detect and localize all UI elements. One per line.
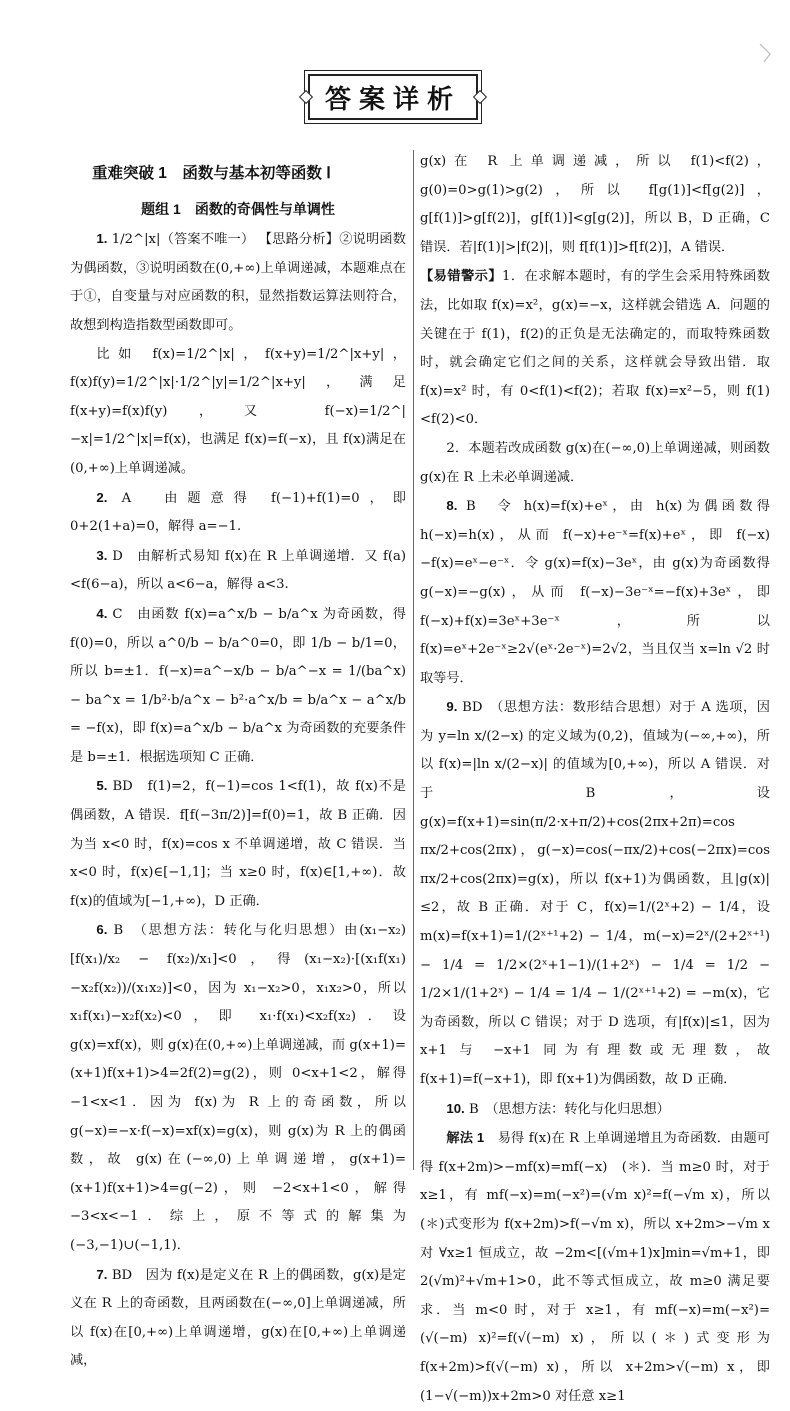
- item-number: 4.: [96, 605, 108, 621]
- item-number: 7.: [96, 1266, 108, 1282]
- item-text: 2．本题若改成函数 g(x)在(−∞,0)上单调递减，则函数 g(x)在 R 上未必单调递减．: [420, 440, 770, 485]
- item-tag: 解法 1: [446, 1130, 485, 1146]
- item-number: 1.: [96, 231, 108, 247]
- item-text: 1．在求解本题时，有的学生会采用特殊函数法，比如取 f(x)=x²，g(x)=−x，这样就会错选 A．问题的关键在于 f(1)，f(2)的正负是无法确定的，而取特殊函数时，就会确定它们之间的关系，这样就会导致出错．取 f(x)=x² 时，有 0<f(1)<f(2)；若取 f(x)=x²−5，则 f(1)<f(2)<0．: [420, 269, 771, 428]
- page-title: 答案详析: [324, 83, 461, 114]
- group-heading: 题组 1 函数的奇偶性与单调性: [141, 200, 335, 217]
- item-number: 9.: [446, 699, 458, 715]
- item-number: 3.: [96, 547, 108, 563]
- item-text: 易得 f(x)在 R 上单调递增且为奇函数．由题可得 f(x+2m)>−mf(x)=mf(−x) (＊)．当 m≥0 时，对于 x≥1，有 mf(−x)=m(−x²)=(√m x)²=f(−√m x)，所以(＊)式变形为 f(x+2m)>f(−√m x)，所以 x+2m>−√m x 对 ∀x≥1 恒成立，故 −2m<[(√m+1)x]min=√m+1，即 2(√m)²+√m+1>0，此不等式恒成立，故 m≥0 满足要求．当 m<0 时，对于 x≥1，有 mf(−x)=m(−x²)=(√(−m) x)²=f(√(−m) x)，所以(＊)式变形为 f(x+2m)>f(√(−m) x)，所以 x+2m>√(−m) x，即(1−√(−m))x+2m>0 对任意 x≥1: [420, 1131, 770, 1404]
- solution-paragraph: [70, 542, 406, 600]
- item-text: 1/2^|x|（答案不唯一） 【思路分析】②说明函数为偶函数，③说明函数在(0,+∞)上单调递减，本题难点在于①，自变量与对应函数的积，显然指数运算法则符合，故想到构造指数型函数即可。: [70, 232, 406, 333]
- solution-paragraph: [420, 693, 770, 1094]
- item-text: D 由解析式易知 f(x)在 R 上单调递增．又 f(a)<f(6−a)，所以 a<6−a，解得 a<3.: [70, 548, 406, 593]
- title-banner: [308, 74, 478, 120]
- item-text: BD f(1)=2，f(−1)=cos 1<f(1)，故 f(x)不是偶函数，A 错误．f[f(−3π/2)]=f(0)=1，故 B 正确．因为当 x<0 时，f(x)=cos x 不单调递增，故 C 错误．当 x<0 时，f(x)∈[−1,1]；当 x≥0 时，f(x)∈[1,+∞)．故 f(x)的值域为[−1,+∞)，D 正确．: [70, 779, 406, 909]
- solution-paragraph: [70, 772, 406, 916]
- column-divider: [413, 150, 414, 1170]
- solution-paragraph: [70, 341, 406, 484]
- solution-paragraph: [420, 1095, 770, 1125]
- page-corner-mark-icon: [758, 42, 772, 64]
- left-column: [70, 160, 406, 1376]
- solution-paragraph: [420, 492, 770, 693]
- item-number: 5.: [96, 778, 108, 794]
- section-heading: 重难突破 1 函数与基本初等函数 Ⅰ: [92, 165, 331, 182]
- item-text: BD 因为 f(x)是定义在 R 上的偶函数，g(x)是定义在 R 上的奇函数，且两函数在(−∞,0]上单调递减，所以 f(x)在[0,+∞)上单调递增，g(x)在[0,+∞)上单调递减，: [70, 1267, 406, 1369]
- item-text: 比如 f(x)=1/2^|x|，f(x+y)=1/2^|x+y|，f(x)f(y)=1/2^|x|·1/2^|y|=1/2^|x+y|，满足 f(x+y)=f(x)f(y)，又 f(−x)=1/2^|−x|=1/2^|x|=f(x)，也满足 f(x)=f(−x)，且 f(x)满足在(0,+∞)上单调递减。: [70, 346, 406, 476]
- item-number: 2.: [96, 489, 108, 505]
- item-number: 8.: [446, 498, 458, 514]
- solution-paragraph: [70, 600, 406, 773]
- solution-paragraph: [420, 262, 770, 435]
- item-tag: 【易错警示】: [420, 268, 502, 284]
- right-column: [420, 148, 770, 1411]
- item-text: A 由题意得 f(−1)+f(1)=0，即 0+2(1+a)=0，解得 a=−1.: [70, 490, 406, 535]
- item-text: C 由函数 f(x)=a^x/b − b/a^x 为奇函数，得 f(0)=0，所以 a^0/b − b/a^0=0，即 1/b − b/1=0，所以 b=±1．f(−x)=a^−x/b − b/a^−x = 1/(ba^x) − ba^x = 1/b²·b/a^x − b²·a^x/b = b/a^x − a^x/b = −f(x)，即 f(x)=a^x/b − b/a^x 为奇函数的充要条件是 b=±1．根据选项知 C 正确．: [70, 606, 406, 765]
- item-number: 10.: [446, 1100, 465, 1116]
- solution-paragraph: [70, 484, 406, 542]
- item-text: B 令 h(x)=f(x)+eˣ，由 h(x)为偶函数得 h(−x)=h(x)，从而 f(−x)+e⁻ˣ=f(x)+eˣ，即 f(−x)−f(x)=eˣ−e⁻ˣ．令 g(x)=f(x)−3eˣ，由 g(x)为奇函数得 g(−x)=−g(x)，从而 f(−x)−3e⁻ˣ=−f(x)+3eˣ，即 f(−x)+f(x)=3eˣ+3e⁻ˣ，所以 f(x)=eˣ+2e⁻ˣ≥2√(eˣ·2e⁻ˣ)=2√2，当且仅当 x=ln √2 时取等号．: [420, 499, 770, 686]
- item-text: B （思想方法：转化与化归思想）由(x₁−x₂)[f(x₁)/x₂ − f(x₂)/x₁]<0，得(x₁−x₂)·[(x₁f(x₁)−x₂f(x₂))/(x₁x₂)]<0，因为 x₁−x₂>0，x₁x₂>0，所以 x₁f(x₁)−x₂f(x₂)<0，即 x₁·f(x₁)<x₂f(x₂)．设 g(x)=xf(x)，则 g(x)在(0,+∞)上单调递减，而 g(x+1)=(x+1)f(x+1)>4=2f(2)=g(2)，则 0<x+1<2，解得 −1<x<1．因为 f(x)为 R 上的奇函数，所以 g(−x)=−x·f(−x)=xf(x)=g(x)，则 g(x)为 R 上的偶函数，故 g(x)在(−∞,0)上单调递增，g(x+1)=(x+1)f(x+1)>4=g(−2)，则 −2<x+1<0，解得 −3<x<−1．综上，原不等式的解集为(−3,−1)∪(−1,1)．: [70, 923, 406, 1253]
- solution-paragraph: [420, 148, 770, 262]
- item-number: 6.: [96, 922, 108, 938]
- solution-paragraph: [70, 916, 406, 1260]
- solution-paragraph: [420, 1124, 770, 1411]
- solution-paragraph: [70, 225, 406, 340]
- item-text: BD （思想方法：数形结合思想）对于 A 选项，因为 y=ln x/(2−x) 的定义域为(0,2)，值域为(−∞,+∞)，所以 f(x)=|ln x/(2−x)| 的值域为[0,+∞)，所以 A 错误．对于 B，设 g(x)=f(x+1)=sin(π/2·x+π/2)+cos(2πx+2π)=cos πx/2+cos(2πx)，g(−x)=cos(−πx/2)+cos(−2πx)=cos πx/2+cos(2πx)=g(x)，所以 f(x+1)为偶函数，且|g(x)|≤2，故 B 正确．对于 C，f(x)=1/(2ˣ+2) − 1/4，设 m(x)=f(x+1)=1/(2ˣ⁺¹+2) − 1/4，m(−x)=2ˣ/(2+2ˣ⁺¹) − 1/4 = 1/2×(2ˣ+1−1)/(1+2ˣ) − 1/4 = 1/2 − 1/2×1/(1+2ˣ) − 1/4 = 1/4 − 1/(2ˣ⁺¹+2) = −m(x)，它为奇函数，所以 C 错误；对于 D 选项，有|f(x)|≤1，因为 x+1 与 −x+1 同为有理数或无理数，故 f(x+1)=f(−x+1)，即 f(x+1)为偶函数，故 D 正确．: [420, 700, 770, 1087]
- item-text: g(x)在 R 上单调递减，所以 f(1)<f(2)，g(0)=0>g(1)>g(2)，所以 f[g(1)]<f[g(2)]，g[f(1)]>g[f(2)]，g[f(1)]<g[g(2)]，所以 B，D 正确，C 错误．若|f(1)|>|f(2)|，则 f[f(1)]>f[f(2)]，A 错误．: [420, 154, 770, 255]
- item-text: B （思想方法：转化与化归思想）: [468, 1101, 670, 1117]
- solution-paragraph: [420, 435, 770, 492]
- solution-paragraph: [70, 1261, 406, 1376]
